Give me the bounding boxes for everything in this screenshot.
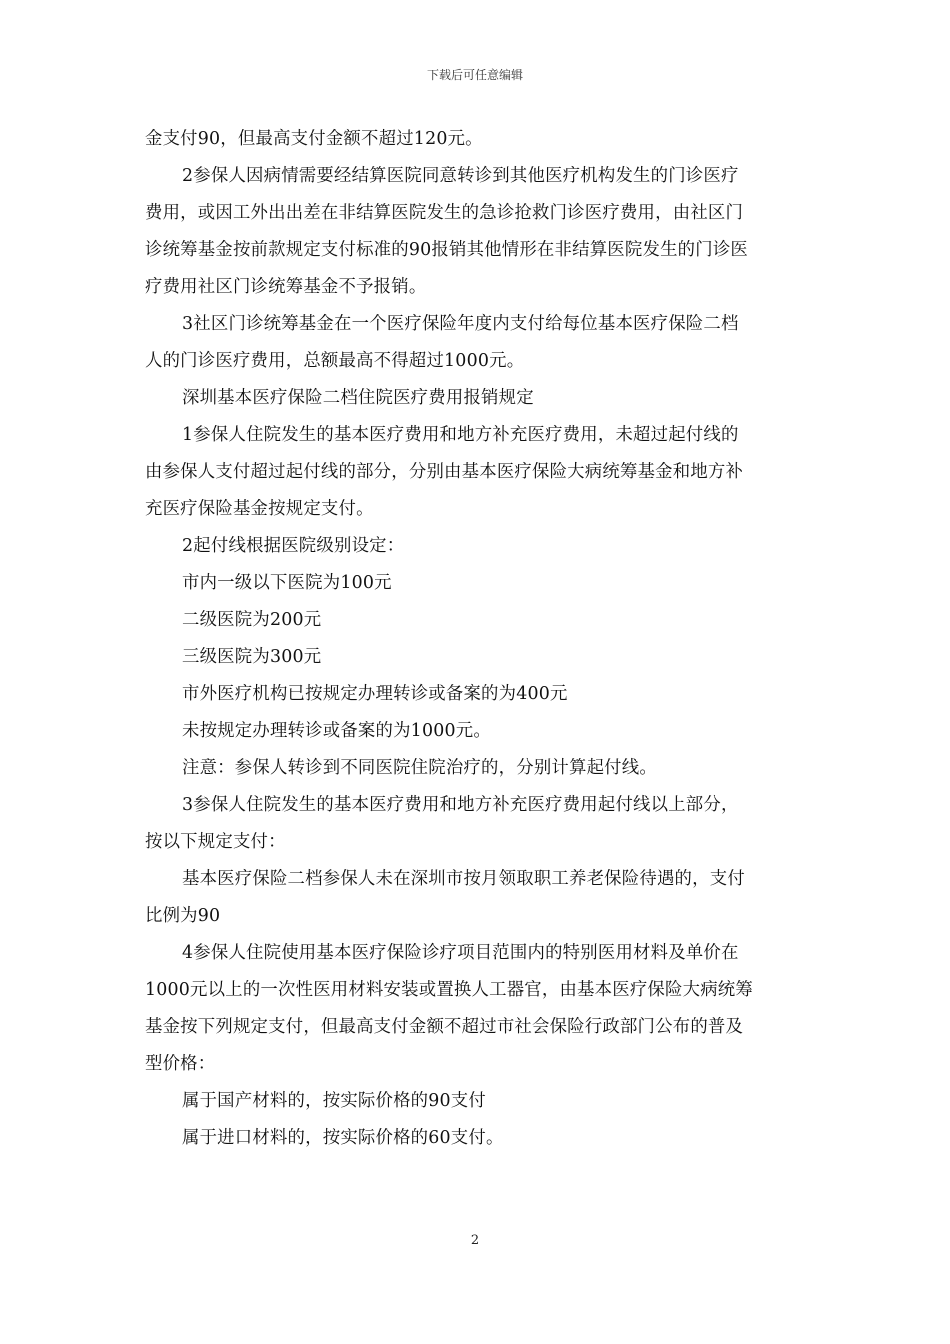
text-line: 二级医院为200元 [182,610,322,630]
section-heading: 深圳基本医疗保险二档住院医疗费用报销规定 [182,388,534,408]
text-line: 金支付90，但最高支付金额不超过120元。 [145,129,483,149]
document-body [145,121,810,1157]
text-line: 按以下规定支付： [145,832,286,852]
text-line: 2起付线根据医院级别设定： [182,536,405,556]
text-line: 属于进口材料的，按实际价格的60支付。 [182,1128,504,1148]
text-line: 注意：参保人转诊到不同医院住院治疗的，分别计算起付线。 [182,758,657,778]
page-header: 下载后可任意编辑 [426,68,523,82]
text-line: 型价格： [145,1054,216,1074]
text-line: 1000元以上的一次性医用材料安装或置换人工器官，由基本医疗保险大病统筹 [145,980,753,1000]
text-line: 2参保人因病情需要经结算医院同意转诊到其他医疗机构发生的门诊医疗 [182,166,739,186]
text-line: 费用，或因工外出出差在非结算医院发生的急诊抢救门诊医疗费用，由社区门 [145,203,744,223]
text-line: 基金按下列规定支付，但最高支付金额不超过市社会保险行政部门公布的普及 [145,1017,744,1037]
text-line: 基本医疗保险二档参保人未在深圳市按月领取职工养老保险待遇的，支付 [182,869,745,889]
text-line: 1参保人住院发生的基本医疗费用和地方补充医疗费用，未超过起付线的 [182,425,739,445]
text-line: 诊统筹基金按前款规定支付标准的90报销其他情形在非结算医院发生的门诊医 [145,240,749,260]
text-line: 属于国产材料的，按实际价格的90支付 [182,1091,486,1111]
page-number: 2 [470,1233,480,1248]
text-line: 比例为90 [145,906,221,926]
text-line: 疗费用社区门诊统筹基金不予报销。 [145,277,427,297]
text-line: 4参保人住院使用基本医疗保险诊疗项目范围内的特别医用材料及单价在 [182,943,739,963]
text-line: 未按规定办理转诊或备案的为1000元。 [182,721,491,741]
text-line: 市外医疗机构已按规定办理转诊或备案的为400元 [182,684,568,704]
text-line: 市内一级以下医院为100元 [182,573,392,593]
text-line: 人的门诊医疗费用，总额最高不得超过1000元。 [145,351,525,371]
text-line: 3社区门诊统筹基金在一个医疗保险年度内支付给每位基本医疗保险二档 [182,314,739,334]
text-line: 三级医院为300元 [182,647,322,667]
text-line: 由参保人支付超过起付线的部分，分别由基本医疗保险大病统筹基金和地方补 [145,462,744,482]
text-line: 3参保人住院发生的基本医疗费用和地方补充医疗费用起付线以上部分， [182,795,739,815]
text-line: 充医疗保险基金按规定支付。 [145,499,374,519]
